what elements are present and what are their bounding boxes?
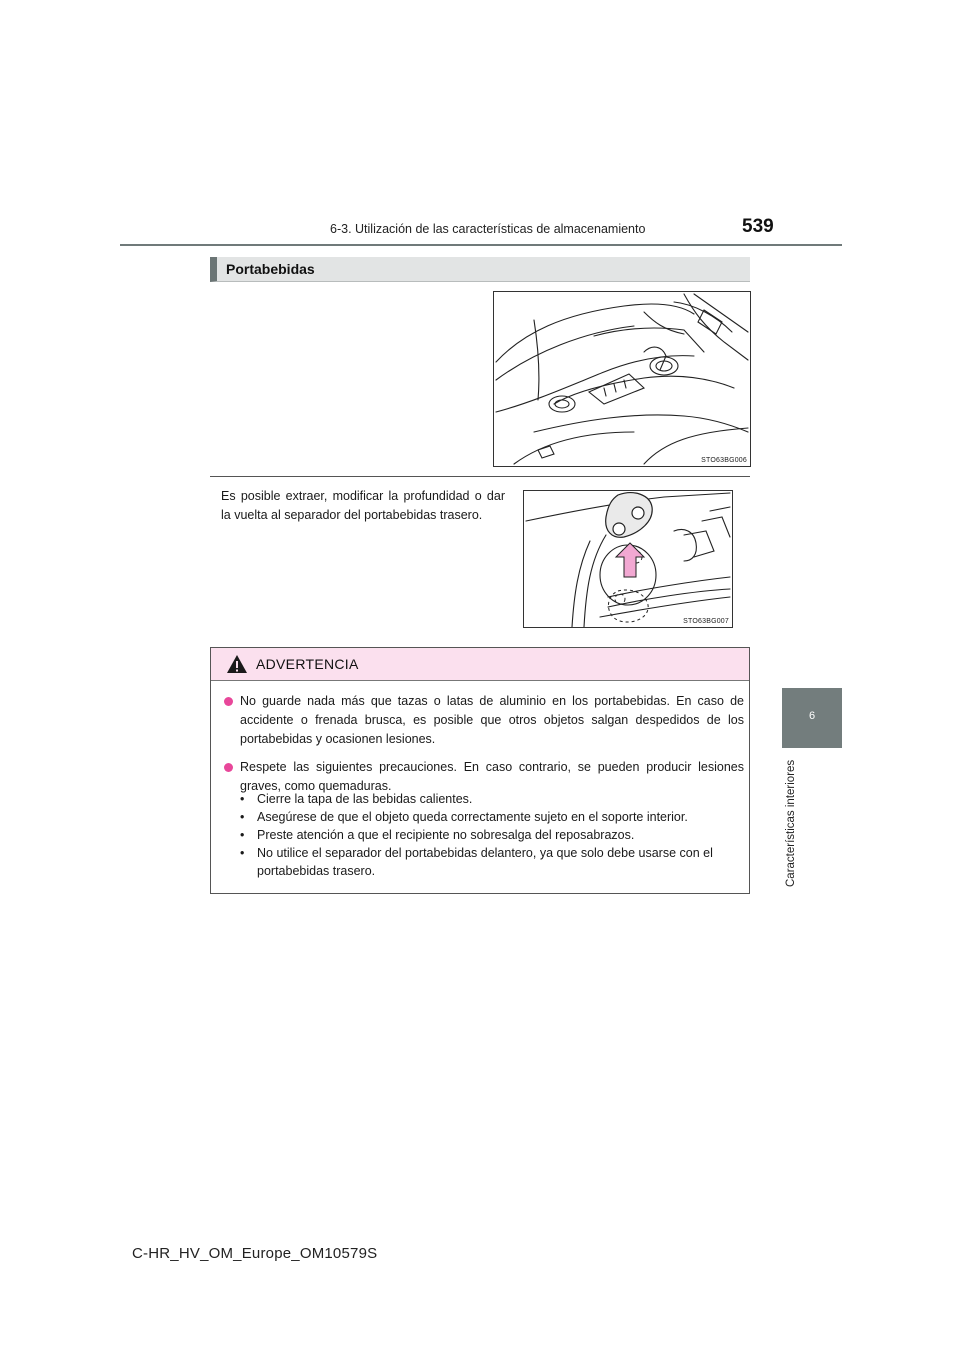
warning-title: ADVERTENCIA (256, 656, 359, 672)
bullet-dot-icon (224, 763, 233, 772)
warning-bullet-text: Respete las siguientes precauciones. En caso contrario, se pueden producir lesiones graves, como quemaduras. (240, 760, 744, 793)
warning-triangle-icon (226, 654, 248, 674)
header-divider (120, 244, 842, 246)
precaution-item: • Cierre la tapa de las bebidas calientes. (240, 790, 740, 808)
precaution-item: • No utilice el separador del portabebidas delantero, ya que solo debe usarse con el portabebidas trasero. (240, 844, 740, 880)
content-divider (210, 476, 750, 477)
chapter-number: 6 (808, 710, 816, 722)
chapter-label: Características interiores (785, 760, 797, 888)
warning-bullet (224, 692, 744, 749)
header-section-title: 6-3. Utilización de las características de almacenamiento (330, 222, 646, 236)
figure-console-cupholders (493, 291, 751, 467)
console-illustration (494, 292, 750, 466)
body-paragraph: Es posible extraer, modificar la profundidad o dar la vuelta al separador del portabebidas trasero. (221, 489, 505, 522)
warning-bullet-text: No guarde nada más que tazas o latas de aluminio en los portabebidas. En caso de accidente o frenada brusca, es posible que otros objetos salgan despedidos de los portabebidas y ocasionen lesiones. (240, 694, 744, 746)
figure-rear-cupholder-separator (523, 490, 733, 628)
page-number: 539 (742, 216, 774, 237)
chapter-tab (782, 688, 842, 748)
section-heading (210, 257, 750, 282)
bullet-dot-icon (224, 697, 233, 706)
figure-code: STO63BG006 (701, 457, 747, 464)
separator-illustration (524, 491, 732, 627)
precaution-item: • Preste atención a que el recipiente no sobresalga del reposabrazos. (240, 826, 740, 844)
warning-header (211, 648, 749, 681)
precaution-list (240, 790, 740, 880)
precaution-item: • Asegúrese de que el objeto queda correctamente sujeto en el soporte interior. (240, 808, 740, 826)
warning-box (210, 647, 750, 894)
section-title: Portabebidas (226, 261, 315, 277)
figure-code: STO63BG007 (683, 618, 729, 625)
document-id: C-HR_HV_OM_Europe_OM10579S (132, 1245, 378, 1262)
